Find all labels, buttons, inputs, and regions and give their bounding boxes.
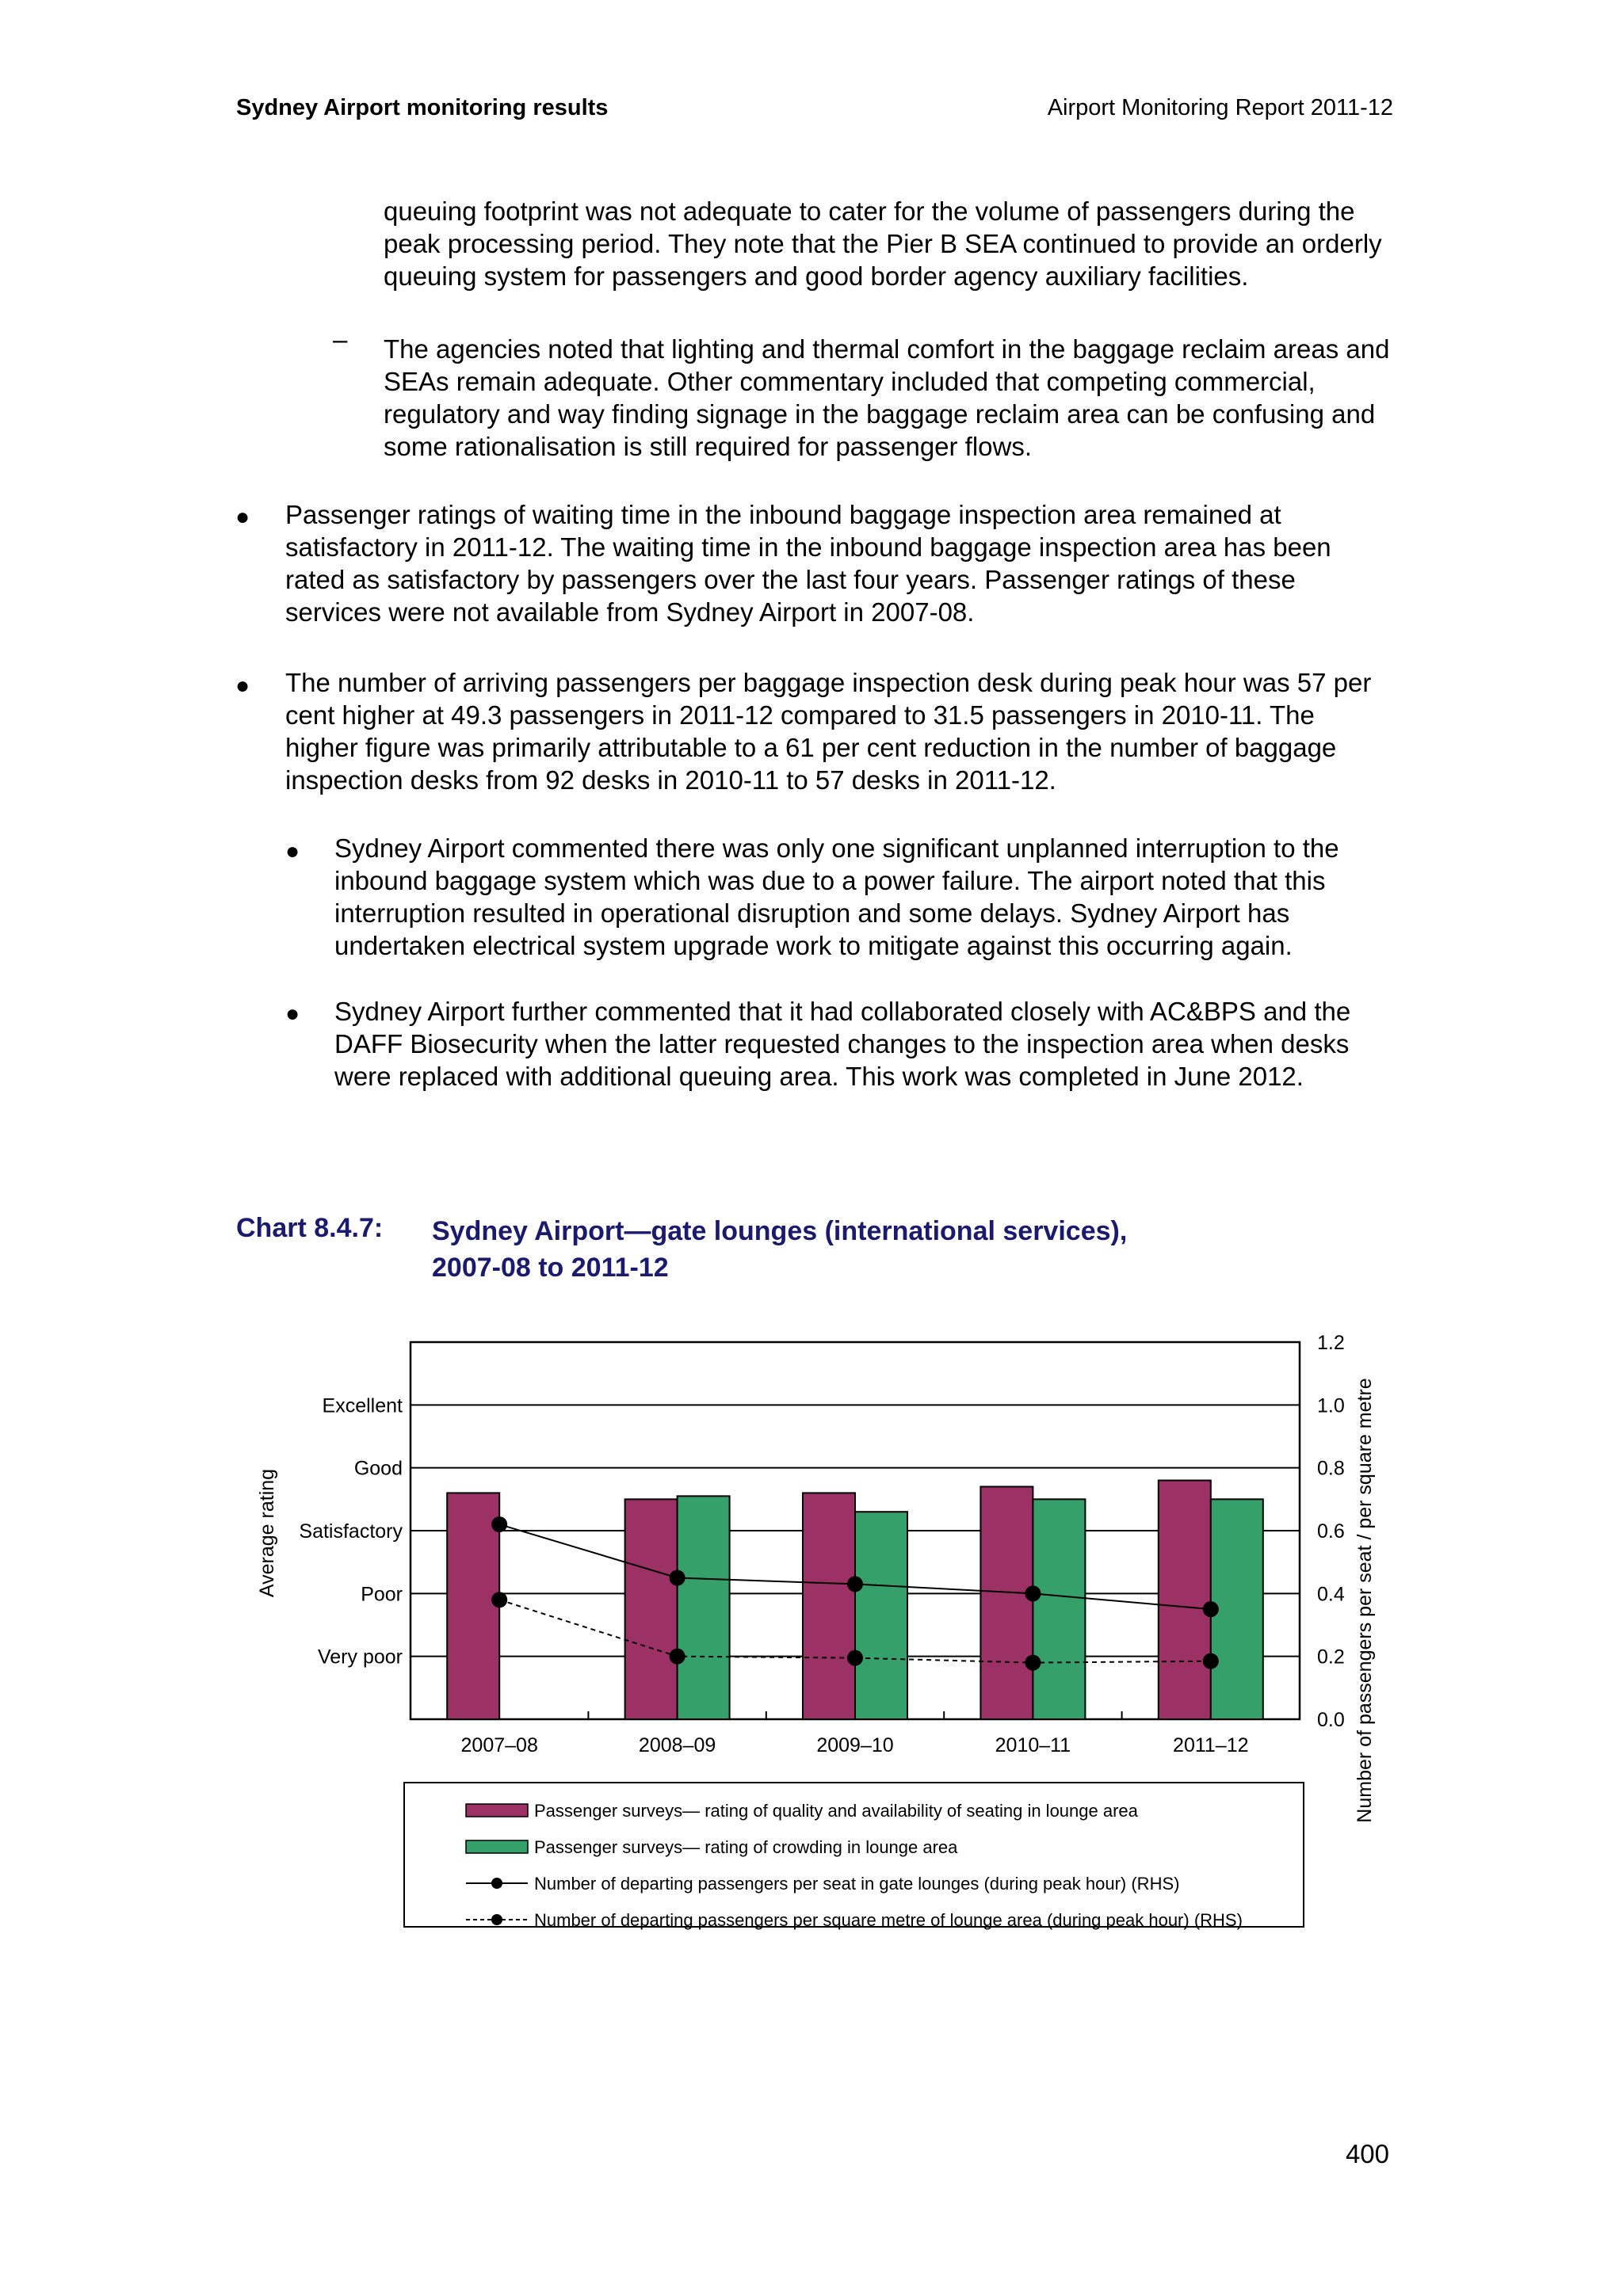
x-axis-tick-label: 2010–11 — [995, 1734, 1071, 1756]
bar-seating-rating — [803, 1493, 855, 1719]
sub-bullet-icon: ● — [285, 838, 300, 864]
right-axis-tick-label: 0.6 — [1317, 1520, 1345, 1543]
left-axis-tick-label: Very poor — [317, 1646, 403, 1669]
point-passengers-per-sqm — [491, 1592, 507, 1608]
legend-marker — [491, 1914, 502, 1925]
bullet-paragraph-baggage-desks: The number of arriving passengers per baggage inspection desk during peak hour was 57 per cent higher at 49.3 passengers in 2011-12 compared to 31.5 passengers in 2010-11. The higher figure was primarily attributable to a 61 per cent reduction in the number of baggage inspection desks from 92 desks in 2010-11 to 57 desks in 2011-12. — [285, 668, 1372, 795]
point-passengers-per-seat — [1203, 1601, 1219, 1617]
legend-label: Number of departing passengers per square metre of lounge area (during peak hour) (RHS) — [534, 1910, 1243, 1930]
bar-crowding-rating — [678, 1496, 730, 1719]
right-axis-title: Number of passengers per seat / per square metre — [1354, 1378, 1376, 1823]
legend-label: Passenger surveys— rating of crowding in lounge area — [534, 1837, 958, 1857]
right-axis-tick-label: 0.0 — [1317, 1709, 1345, 1731]
point-passengers-per-sqm — [1025, 1655, 1041, 1671]
legend-key — [466, 1840, 528, 1853]
page-header-left: Sydney Airport monitoring results — [236, 95, 609, 120]
dash-paragraph: The agencies noted that lighting and thermal comfort in the baggage reclaim areas and SEAs remain adequate. Other commentary included that competing commercial, regulatory and way finding signage in the baggage reclaim area can be confusing and some rationalisation is still required for passenger flows. — [384, 334, 1390, 461]
left-axis-title: Average rating — [256, 1468, 278, 1598]
right-axis-tick-label: 0.8 — [1317, 1457, 1345, 1480]
point-passengers-per-sqm — [1203, 1653, 1219, 1669]
bar-seating-rating — [1159, 1481, 1211, 1719]
right-axis-tick-label: 1.0 — [1317, 1394, 1345, 1417]
point-passengers-per-sqm — [847, 1650, 863, 1666]
bar-seating-rating — [980, 1486, 1033, 1719]
chart-title-line-2: 2007-08 to 2011-12 — [432, 1253, 669, 1283]
sub-bullet-paragraph-interruption: Sydney Airport commented there was only one significant unplanned interruption to the inbound baggage system which was due to a power failure. The airport noted that this interruption resulted in operational disruption and some delays. Sydney Airport has undertaken electrical system upgrade work to mitigate against this occurring again. — [334, 833, 1339, 960]
page-number: 400 — [1345, 2139, 1389, 2168]
left-axis-tick-label: Poor — [361, 1583, 403, 1606]
chart-title-line-1: Sydney Airport—gate lounges (international services), — [432, 1216, 1128, 1246]
legend-marker — [491, 1878, 502, 1889]
bullet-paragraph-waiting-time: Passenger ratings of waiting time in the inbound baggage inspection area remained at satisfactory in 2011-12. The waiting time in the inbound baggage inspection area has been rated as satisfactory by passengers over the last four years. Passenger ratings of these services were not available from Sydney Airport in 2007-08. — [285, 500, 1331, 627]
x-axis-tick-label: 2008–09 — [638, 1734, 716, 1756]
right-axis-tick-label: 0.2 — [1317, 1646, 1345, 1669]
x-axis-tick-label: 2009–10 — [816, 1734, 894, 1756]
dash-bullet: – — [333, 325, 348, 354]
legend-label: Passenger surveys— rating of quality and availability of seating in lounge area — [534, 1801, 1138, 1821]
bullet-icon: ● — [235, 504, 250, 530]
right-axis-tick-label: 1.2 — [1317, 1332, 1345, 1354]
legend-key — [466, 1804, 528, 1817]
bar-crowding-rating — [1033, 1499, 1085, 1719]
point-passengers-per-seat — [847, 1576, 863, 1592]
continuation-paragraph: queuing footprint was not adequate to cater for the volume of passengers during the peak processing period. They note that the Pier B SEA continued to provide an orderly queuing system for passengers and good border agency auxiliary facilities. — [384, 196, 1382, 291]
sub-bullet-icon: ● — [285, 1001, 300, 1027]
right-axis-tick-label: 0.4 — [1317, 1583, 1345, 1606]
bar-seating-rating — [447, 1493, 499, 1719]
chart-number: Chart 8.4.7: — [236, 1213, 384, 1243]
bullet-icon: ● — [235, 673, 250, 699]
sub-bullet-paragraph-collaboration: Sydney Airport further commented that it had collaborated closely with AC&BPS and the DAFF Biosecurity when the latter requested changes to the inspection area when desks were replaced with additional queuing area. This work was completed in June 2012. — [334, 997, 1351, 1091]
legend-label: Number of departing passengers per seat in gate lounges (during peak hour) (RHS) — [534, 1874, 1180, 1894]
point-passengers-per-seat — [670, 1570, 685, 1586]
left-axis-tick-label: Excellent — [322, 1394, 403, 1417]
x-axis-tick-label: 2011–12 — [1173, 1734, 1249, 1756]
left-axis-tick-label: Satisfactory — [299, 1520, 403, 1543]
point-passengers-per-seat — [491, 1516, 507, 1532]
left-axis-tick-label: Good — [353, 1457, 403, 1480]
bar-crowding-rating — [855, 1512, 907, 1719]
x-axis-tick-label: 2007–08 — [460, 1734, 538, 1756]
point-passengers-per-seat — [1025, 1585, 1041, 1601]
point-passengers-per-sqm — [670, 1649, 685, 1665]
bar-seating-rating — [625, 1499, 678, 1719]
page-header-right: Airport Monitoring Report 2011-12 — [1047, 95, 1393, 120]
